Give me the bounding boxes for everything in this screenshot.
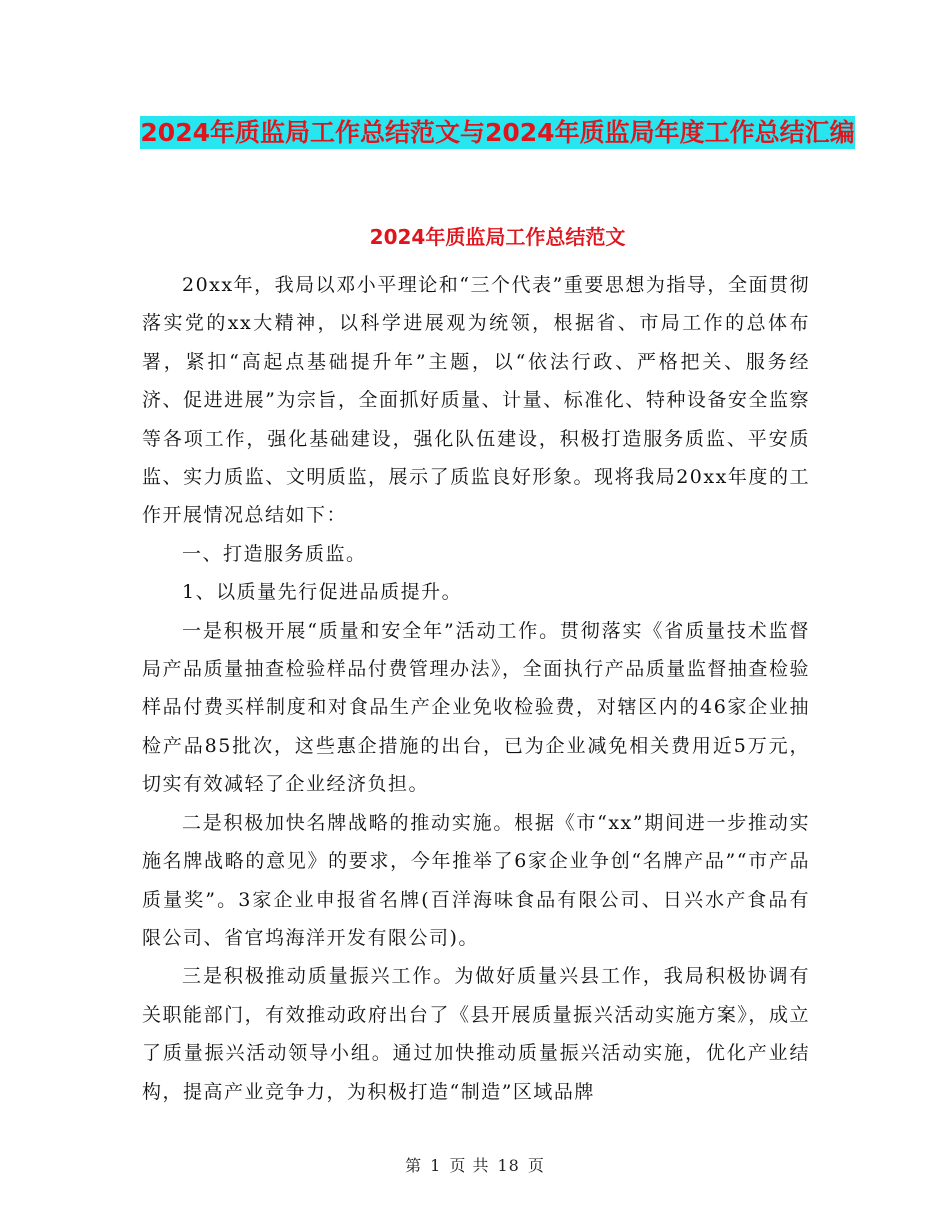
paragraph: 一、打造服务质监。 — [182, 542, 367, 565]
footer-middle: 页 共 — [449, 1156, 490, 1175]
footer-total-pages: 18 — [497, 1156, 520, 1175]
page-footer — [0, 1153, 950, 1176]
paragraph: 一是积极开展“质量和安全年”活动工作。贯彻落实《省质量技术监督局产品质量抽查检验样品付费管理办法》，全面执行产品质量监督抽查检验样品付费买样制度和对食品生产企业免收检验费，对辖区内的46家企业抽检产品85批次，这些惠企措施的出台，已为企业减免相关费用近5万元，切实有效减轻了企业经济负担。 — [142, 619, 810, 796]
footer-suffix: 页 — [527, 1156, 545, 1175]
paragraph: 20xx年，我局以邓小平理论和“三个代表”重要思想为指导，全面贯彻落实党的xx大精神，以科学进展观为统领，根据省、市局工作的总体布署，紧扣“高起点基础提升年”主题，以“依法行政、严格把关、服务经济、促进进展”为宗旨，全面抓好质量、计量、标准化、特种设备安全监察等各项工作，强化基础建设，强化队伍建设，积极打造服务质监、平安质监、实力质监、文明质监，展示了质监良好形象。现将我局20xx年度的工作开展情况总结如下： — [142, 274, 810, 527]
document-title — [140, 110, 855, 155]
document-body — [142, 266, 810, 1111]
section-title: 2024年质监局工作总结范文 — [369, 225, 626, 249]
paragraph: 1、以质量先行促进品质提升。 — [182, 581, 463, 604]
paragraph: 二是积极加快名牌战略的推动实施。根据《市“xx”期间进一步推动实施名牌战略的意见》的要求，今年推举了6家企业争创“名牌产品”“市产品质量奖”。3家企业申报省名牌(百洋海味食品有限公司、日兴水产食品有限公司、省官坞海洋开发有限公司)。 — [142, 811, 810, 949]
footer-page-number: 1 — [430, 1156, 442, 1175]
footer-prefix: 第 — [405, 1156, 423, 1175]
paragraph: 三是积极推动质量振兴工作。为做好质量兴县工作，我局积极协调有关职能部门，有效推动政府出台了《县开展质量振兴活动实施方案》，成立了质量振兴活动领导小组。通过加快推动质量振兴活动实施，优化产业结构，提高产业竞争力，为积极打造“制造”区域品牌 — [142, 965, 810, 1103]
document-title-text: 2024年质监局工作总结范文与2024年质监局年度工作总结汇编 — [140, 118, 855, 147]
